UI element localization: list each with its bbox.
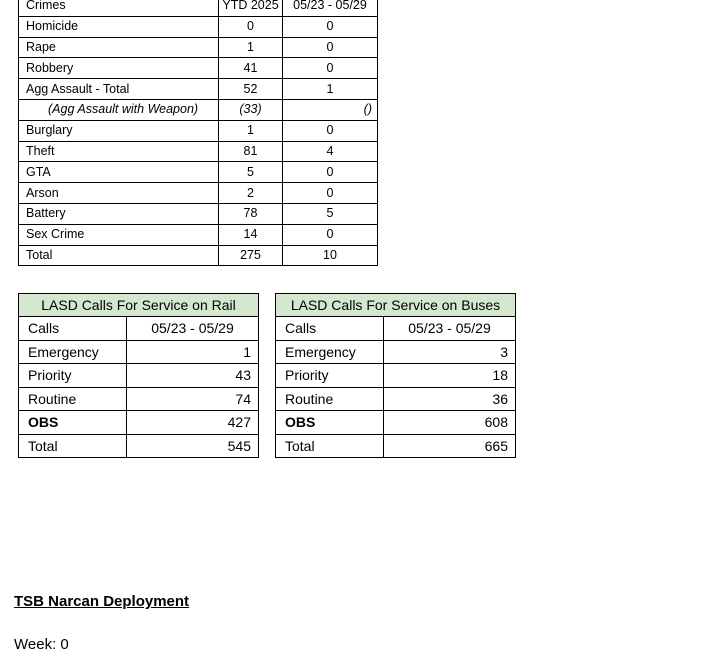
crime-ytd: 1 [219,37,283,58]
table-row [19,387,259,411]
table-row [19,364,259,388]
bus-calls-header-row [276,317,516,341]
table-row [276,387,516,411]
call-count: 1 [127,340,259,364]
crime-ytd: 52 [219,79,283,100]
call-count: 74 [127,387,259,411]
crimes-total-row [19,245,378,266]
crimes-header-row [19,0,378,16]
rail-calls-table [18,293,259,458]
crime-week: 0 [283,37,378,58]
crime-name: Homicide [19,16,219,37]
crimes-header-ytd: YTD 2025 [219,0,283,16]
rail-calls-title: LASD Calls For Service on Rail [19,294,259,317]
call-count: 665 [384,434,516,458]
call-type: Emergency [276,340,384,364]
crime-week: 0 [283,58,378,79]
rail-calls-header-calls: Calls [19,317,127,341]
bus-calls-table [275,293,516,458]
call-type: Total [276,434,384,458]
narcan-section-title: TSB Narcan Deployment [14,593,190,610]
table-row [19,203,378,224]
crime-week: 0 [283,162,378,183]
table-row [19,411,259,435]
call-type: OBS [276,411,384,435]
crime-week: 10 [283,245,378,266]
crime-ytd: 5 [219,162,283,183]
crime-week: 5 [283,203,378,224]
bus-calls-title: LASD Calls For Service on Buses [276,294,516,317]
crime-name: Arson [19,183,219,204]
crime-week: 0 [283,16,378,37]
table-row [19,58,378,79]
bus-calls-title-row [276,294,516,317]
call-type: Routine [276,387,384,411]
crime-week: 0 [283,120,378,141]
crime-name: Battery [19,203,219,224]
crime-ytd: 81 [219,141,283,162]
crime-ytd: 0 [219,16,283,37]
call-type: Priority [19,364,127,388]
crimes-table [18,0,378,266]
crimes-header-crime: Crimes [19,0,219,16]
call-type: Emergency [19,340,127,364]
table-row [19,16,378,37]
crime-ytd: 2 [219,183,283,204]
call-type: OBS [19,411,127,435]
table-row [19,162,378,183]
crime-ytd: 1 [219,120,283,141]
table-row [19,183,378,204]
crime-week: 0 [283,224,378,245]
call-count: 545 [127,434,259,458]
call-count: 427 [127,411,259,435]
call-count: 43 [127,364,259,388]
rail-calls-header-row [19,317,259,341]
crime-week: 4 [283,141,378,162]
crime-name: Theft [19,141,219,162]
crime-name: Rape [19,37,219,58]
rail-calls-header-week: 05/23 - 05/29 [127,317,259,341]
table-row [19,37,378,58]
crime-week: () [283,99,378,120]
crime-week: 0 [283,183,378,204]
call-count: 608 [384,411,516,435]
crime-ytd: (33) [219,99,283,120]
crime-ytd: 275 [219,245,283,266]
rail-calls-total-row [19,434,259,458]
bus-calls-total-row [276,434,516,458]
bus-calls-header-week: 05/23 - 05/29 [384,317,516,341]
crime-name: GTA [19,162,219,183]
crime-name: Sex Crime [19,224,219,245]
crime-ytd: 14 [219,224,283,245]
call-type: Routine [19,387,127,411]
crime-name: Agg Assault - Total [19,79,219,100]
table-row [19,120,378,141]
call-type: Priority [276,364,384,388]
table-row [276,411,516,435]
crimes-header-week: 05/23 - 05/29 [283,0,378,16]
crime-name: (Agg Assault with Weapon) [19,99,219,120]
narcan-week-count: Week: 0 [14,636,69,653]
table-row [276,364,516,388]
crime-name: Total [19,245,219,266]
call-count: 36 [384,387,516,411]
table-row [19,224,378,245]
crime-ytd: 41 [219,58,283,79]
table-row [19,141,378,162]
call-type: Total [19,434,127,458]
bus-calls-header-calls: Calls [276,317,384,341]
crime-ytd: 78 [219,203,283,224]
call-count: 3 [384,340,516,364]
table-row [19,99,378,120]
table-row [276,340,516,364]
rail-calls-title-row [19,294,259,317]
call-count: 18 [384,364,516,388]
crime-week: 1 [283,79,378,100]
table-row [19,340,259,364]
crime-name: Burglary [19,120,219,141]
table-row [19,79,378,100]
crime-name: Robbery [19,58,219,79]
